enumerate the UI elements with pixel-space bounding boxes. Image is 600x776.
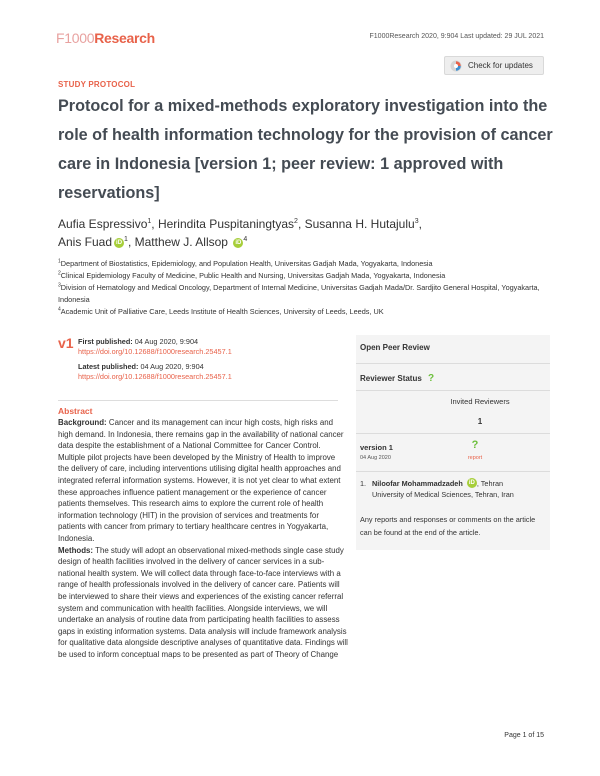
f1000research-logo[interactable] xyxy=(56,30,155,46)
author-separator: , xyxy=(151,217,158,231)
background-text: Cancer and its management can incur high costs, high risks and high demand. In Indonesia, there remains gap in the availability of national cancer data despite the establishment of a National Committee for Cancer Control. Multiple pilot projects have been developed by the Ministry of Health to improve the delivery of care, including interventions utilising digital health approaches and integrated referral information systems. However, it is not yet clear to what extent these approaches influence patient management or the experience of cancer patients themselves. This research aims to explore the current role of health information technology (HIT) in the provision of services and treatments for patients with cancer from primary to tertiary healthcare centres in Yogyakarta, Indonesia. xyxy=(58,418,344,543)
first-published-block xyxy=(78,337,232,357)
affiliation-number: 4 xyxy=(58,306,61,313)
author-separator: , xyxy=(297,217,305,231)
reviewer-affiliation-first: , Tehran xyxy=(476,479,504,488)
affiliation-item xyxy=(58,306,548,318)
reviewer-affiliation: University of Medical Sciences, Tehran, Iran xyxy=(372,490,514,499)
author-name[interactable]: Herindita Puspitaningtyas xyxy=(157,217,295,231)
running-head: F1000Research 2020, 9:904 Last updated: 29 JUL 2021 xyxy=(369,33,544,40)
reviewer-status xyxy=(360,373,434,384)
author-affiliation-marker: 1 xyxy=(147,218,152,225)
latest-published-label: Latest published: xyxy=(78,362,139,371)
divider xyxy=(58,400,338,401)
invited-reviewers-label: Invited Reviewers xyxy=(450,397,510,406)
orcid-icon[interactable]: iD xyxy=(468,480,475,486)
abstract-body xyxy=(58,417,348,660)
open-peer-review-panel xyxy=(356,335,550,550)
first-published-value: 04 Aug 2020, 9:904 xyxy=(134,337,199,346)
author-affiliation-marker: 2 xyxy=(294,218,298,225)
report-link[interactable]: report xyxy=(467,455,483,461)
affiliation-number: 2 xyxy=(58,270,61,277)
affiliation-text: Division of Hematology and Medical Oncology, Department of Internal Medicine, Universitas Gadjah Mada/Dr. Sardjito General Hospital, Yogyakarta, Indonesia xyxy=(58,283,540,304)
article-type-label: STUDY PROTOCOL xyxy=(58,80,136,89)
abstract-heading: Abstract xyxy=(58,406,93,416)
latest-published-block xyxy=(78,362,232,382)
divider xyxy=(356,433,550,434)
article-title: Protocol for a mixed-methods exploratory investigation into the role of health information technology for the provision of cancer care in Indonesia [version 1; peer review: 1 approved with reservations] xyxy=(58,97,553,202)
latest-published-value: 04 Aug 2020, 9:904 xyxy=(140,362,204,371)
question-mark-icon[interactable]: ? xyxy=(471,439,479,451)
affiliation-item xyxy=(58,282,548,306)
orcid-icon[interactable]: iD xyxy=(235,239,242,246)
check-for-updates-label: Check for updates xyxy=(468,61,533,70)
comments-note: Any reports and responses or comments on the article can be found at the end of the article. xyxy=(360,515,536,537)
reviewer-column-number[interactable]: 1 xyxy=(477,417,483,426)
affiliation-text: Academic Unit of Palliative Care, Leeds Institute of Health Sciences, University of Leeds, Leeds, UK xyxy=(60,307,384,316)
affiliation-number: 3 xyxy=(58,282,61,289)
divider xyxy=(356,471,550,472)
author-affiliation-marker: 1 xyxy=(124,235,128,243)
affiliations xyxy=(58,258,548,318)
reviewer-number: 1. xyxy=(360,479,367,488)
crossmark-icon xyxy=(450,60,462,72)
question-mark-icon[interactable]: ? xyxy=(428,373,435,384)
version-badge: v1 xyxy=(58,335,74,351)
affiliation-number: 1 xyxy=(58,258,61,265)
author-affiliation-marker: 3 xyxy=(414,218,419,225)
reviewer-entry xyxy=(360,478,546,500)
affiliation-item xyxy=(58,258,548,270)
page-number: Page 1 of 15 xyxy=(504,732,544,739)
orcid-icon[interactable]: iD xyxy=(116,239,123,246)
first-published-label: First published: xyxy=(78,337,133,346)
first-published-doi-link[interactable]: https://doi.org/10.12688/f1000research.25457.1 xyxy=(78,347,232,356)
logo-part-f1000: F1000 xyxy=(56,30,95,46)
open-peer-review-title: Open Peer Review xyxy=(360,343,430,352)
divider xyxy=(356,390,550,391)
version-date: 04 Aug 2020 xyxy=(360,455,391,461)
divider xyxy=(356,363,550,364)
methods-label: Methods: xyxy=(58,545,94,555)
affiliation-text: Clinical Epidemiology Faculty of Medicine, Public Health and Nursing, Universitas Gadjah Mada, Yogyakarta, Indonesia xyxy=(60,271,446,280)
reviewer-status-label: Reviewer Status xyxy=(360,374,422,383)
check-for-updates-button[interactable] xyxy=(444,56,544,75)
reviewer-name[interactable]: Niloofar Mohammadzadeh xyxy=(372,479,463,488)
methods-text: The study will adopt an observational mixed-methods single case study design of health facilities involved in the delivery of cancer services in a sub-national health system. We will collect data through face-to-face interviews with a range of health professionals involved in the delivery of cancer care. Patients will be interviewed to share their views and experiences of the existing cancer referral system and communication with health facilities. Alongside interviews, we will undertake an analysis of routine data from participating health facilities to assess gaps in existing information systems. Data analysis will include framework analysis for qualitative data alongside descriptive analyses of quantitative data. Findings will be used to inform conceptual maps to be presented as part of Theory of Change xyxy=(58,545,348,659)
author-separator: , xyxy=(127,234,135,249)
affiliation-item xyxy=(58,270,548,282)
author-name[interactable]: Aufia Espressivo xyxy=(58,217,148,231)
author-list xyxy=(58,216,538,251)
latest-published-doi-link[interactable]: https://doi.org/10.12688/f1000research.25457.1 xyxy=(78,372,232,381)
author-separator: , xyxy=(418,217,422,231)
author-name[interactable]: Matthew J. Allsop xyxy=(134,234,228,249)
author-affiliation-marker: 4 xyxy=(243,235,248,243)
background-label: Background: xyxy=(58,418,107,427)
author-name[interactable]: Anis Fuad xyxy=(58,234,113,249)
version-row xyxy=(360,443,393,461)
author-name[interactable]: Susanna H. Hutajulu xyxy=(304,217,415,231)
version-label[interactable]: version 1 xyxy=(360,443,393,452)
logo-part-research: Research xyxy=(94,30,155,46)
affiliation-text: Department of Biostatistics, Epidemiology, and Population Health, Universitas Gadjah Mada, Yogyakarta, Indonesia xyxy=(60,259,433,268)
